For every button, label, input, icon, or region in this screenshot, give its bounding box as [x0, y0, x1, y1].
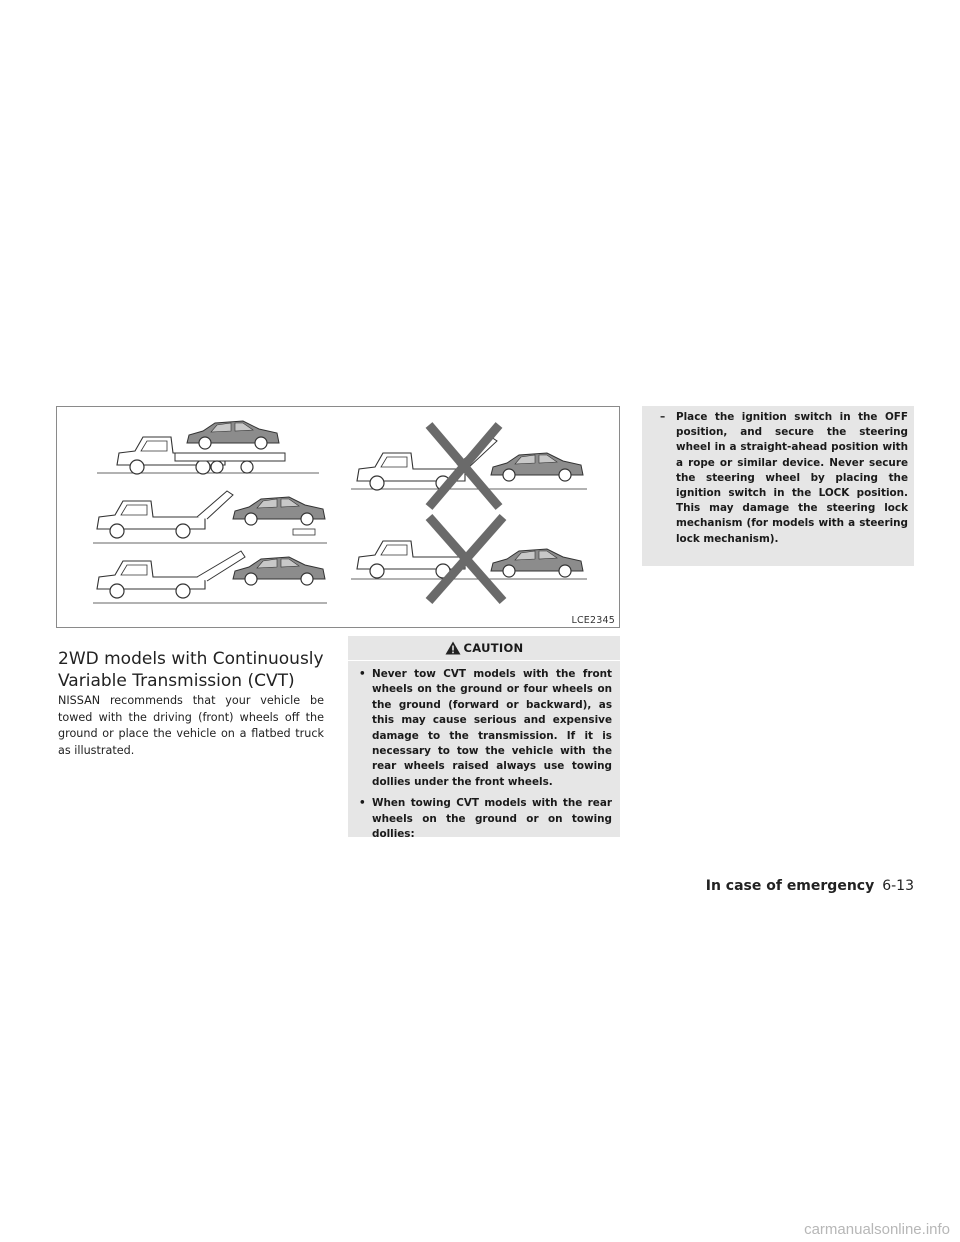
caution-continuation — [642, 406, 914, 566]
section-title: 2WD models with Continuously Variable Transmission (CVT) — [58, 649, 324, 692]
caution-body — [348, 661, 620, 842]
caution-label: CAUTION — [463, 641, 524, 655]
watermark: carmanualsonline.info — [804, 1221, 950, 1238]
page-number: 6-13 — [882, 878, 914, 894]
caution-box — [348, 636, 620, 841]
intro-paragraph: NISSAN recommends that your vehicle be towed with the driving (front) wheels off the ground or place the vehicle on a flatbed truck as illustrated. — [58, 694, 324, 757]
caution-heading — [348, 636, 620, 661]
caution-sub-item: – Place the ignition switch in the OFF position, and secure the steering wheel in a straight-ahead position with a rope or similar device. Never secure the steering wheel by placing the ignition switch in the LOCK position. This may damage the steering lock mechanism (for models with a steering lock mechanism). — [658, 410, 908, 547]
figure-code: LCE2345 — [571, 615, 615, 626]
caution-bullet: • Never tow CVT models with the front wheels on the ground or four wheels on the ground (forward or backward), as this may cause serious and expensive damage to the transmission. If it is necessary to tow the vehicle with the rear wheels raised always use towing dollies under the front wheels. — [358, 667, 612, 790]
warning-icon — [445, 641, 461, 655]
caution-bullet: • When towing CVT models with the rear wheels on the ground or on towing dollies: — [358, 796, 612, 842]
towing-illustration — [56, 406, 620, 628]
page-footer — [706, 878, 914, 894]
towing-diagram — [57, 407, 620, 628]
chapter-title: In case of emergency — [705, 878, 875, 894]
